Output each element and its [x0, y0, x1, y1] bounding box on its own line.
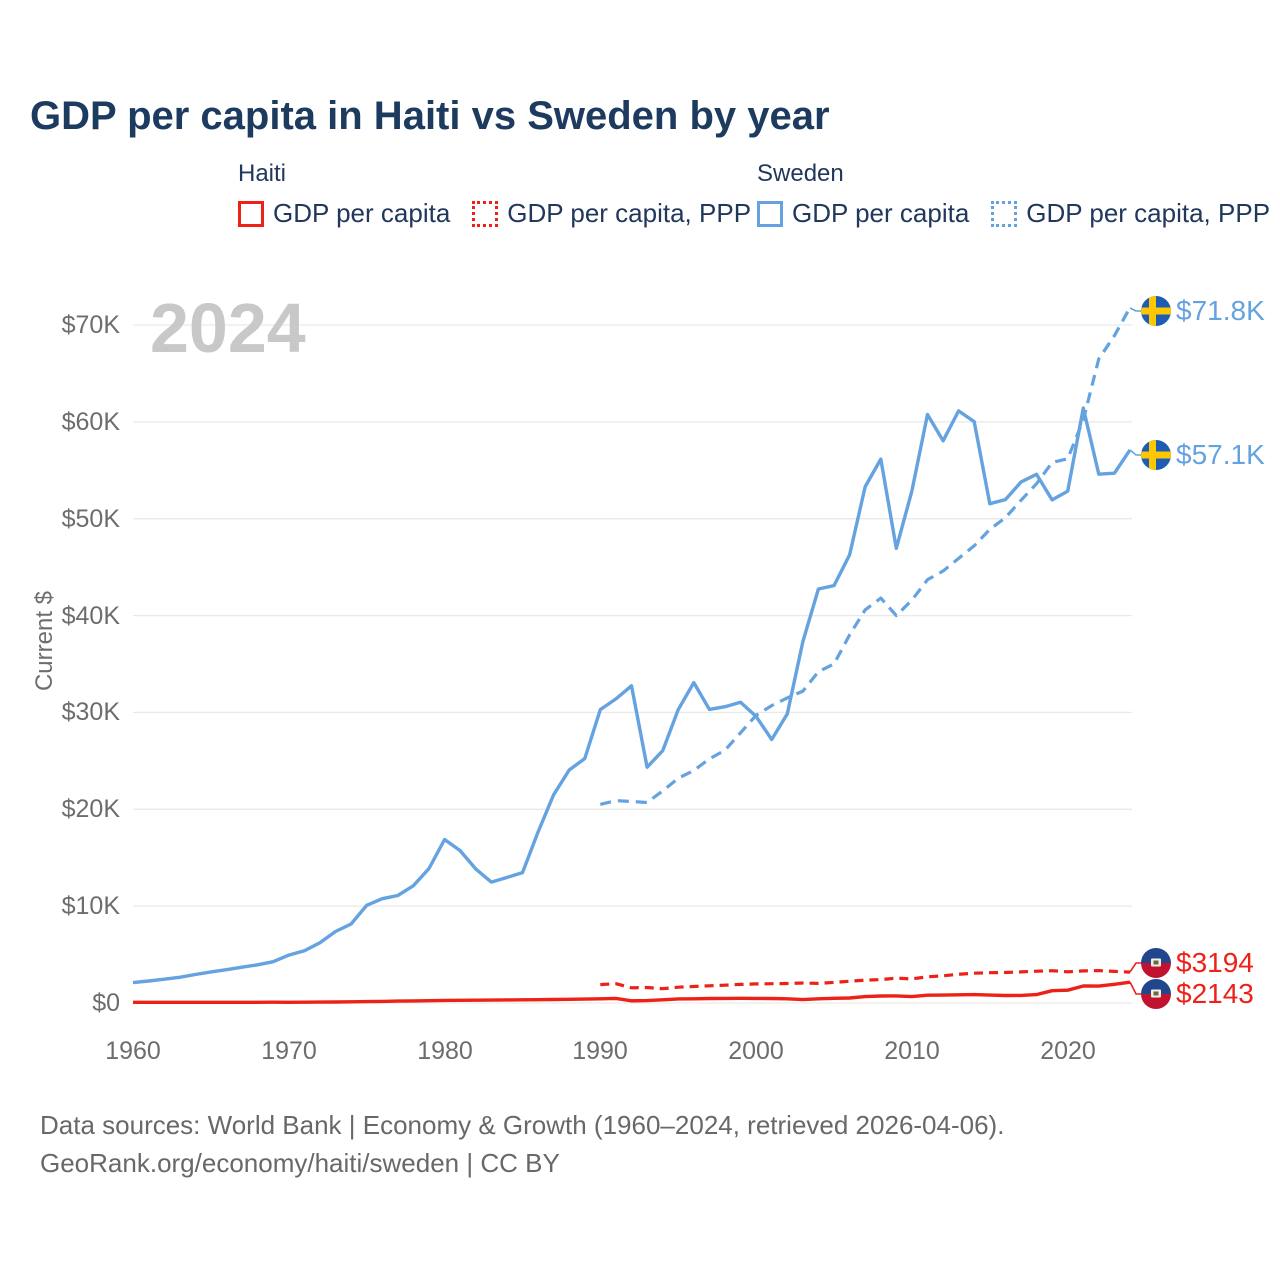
- end-label-sweden-gdp: $57.1K: [1176, 439, 1265, 470]
- legend-item-label: GDP per capita: [792, 198, 970, 228]
- x-axis-tick: 1960: [105, 1037, 161, 1065]
- legend-group-haiti: [238, 160, 751, 229]
- sweden-gdp-ppp-line: [600, 308, 1130, 805]
- x-axis-tick: 2020: [1040, 1037, 1096, 1065]
- y-axis-tick: $10K: [61, 892, 120, 920]
- end-label-connectors: [1130, 308, 1141, 994]
- connector-sweden-gdp: [1130, 450, 1141, 455]
- footer-attribution: GeoRank.org/economy/haiti/sweden | CC BY: [40, 1148, 560, 1178]
- watermark: 2024: [150, 289, 306, 367]
- x-axis-tick: 1980: [417, 1037, 473, 1065]
- y-axis-title: Current $: [31, 590, 58, 692]
- y-axis-tick: $50K: [61, 505, 120, 533]
- y-axis-tick: $30K: [61, 698, 120, 726]
- page-title: GDP per capita in Haiti vs Sweden by year: [30, 94, 830, 138]
- y-axis-tick: $0: [92, 989, 120, 1017]
- legend-item-sweden-gdp-ppp[interactable]: [991, 198, 1270, 229]
- y-axis-tick: $60K: [61, 408, 120, 436]
- sweden-gdp-ppp-swatch-icon: [991, 201, 1017, 227]
- legend-item-label: GDP per capita, PPP: [507, 198, 752, 228]
- y-axis-tick: $20K: [61, 795, 120, 823]
- x-axis-tick: 2000: [728, 1037, 784, 1065]
- y-axis-tick: $40K: [61, 602, 120, 630]
- connector-haiti-gdp: [1130, 982, 1141, 994]
- connector-haiti-ppp: [1130, 963, 1141, 972]
- legend-country-haiti: Haiti: [238, 160, 287, 187]
- legend-item-haiti-gdp-ppp[interactable]: [472, 198, 751, 229]
- end-label-haiti-gdp: $2143: [1176, 978, 1254, 1009]
- x-axis-tick: 2010: [884, 1037, 940, 1065]
- legend-item-label: GDP per capita, PPP: [1026, 198, 1271, 228]
- legend-country-sweden: Sweden: [757, 160, 844, 187]
- haiti-gdp-ppp-line: [600, 971, 1130, 989]
- connector-sweden-ppp: [1130, 308, 1141, 311]
- end-label-sweden-ppp: $71.8K: [1176, 295, 1265, 326]
- haiti-gdp-ppp-swatch-icon: [472, 201, 498, 227]
- y-axis-tick: $70K: [61, 311, 120, 339]
- end-label-haiti-ppp: $3194: [1176, 947, 1254, 978]
- legend-group-sweden: [757, 160, 1270, 229]
- legend-item-sweden-gdp[interactable]: [757, 198, 969, 229]
- legend-item-label: GDP per capita: [273, 198, 451, 228]
- x-axis-tick: 1970: [261, 1037, 317, 1065]
- gridlines: [133, 325, 1132, 1003]
- legend-item-haiti-gdp[interactable]: [238, 198, 450, 229]
- sweden-gdp-swatch-icon: [757, 201, 783, 227]
- haiti-gdp-line: [133, 982, 1130, 1002]
- x-axis-tick: 1990: [572, 1037, 628, 1065]
- footer-data-sources: Data sources: World Bank | Economy & Growth (1960–2024, retrieved 2026-04-06).: [40, 1110, 1005, 1140]
- sweden-gdp-line: [133, 408, 1130, 983]
- haiti-gdp-swatch-icon: [238, 201, 264, 227]
